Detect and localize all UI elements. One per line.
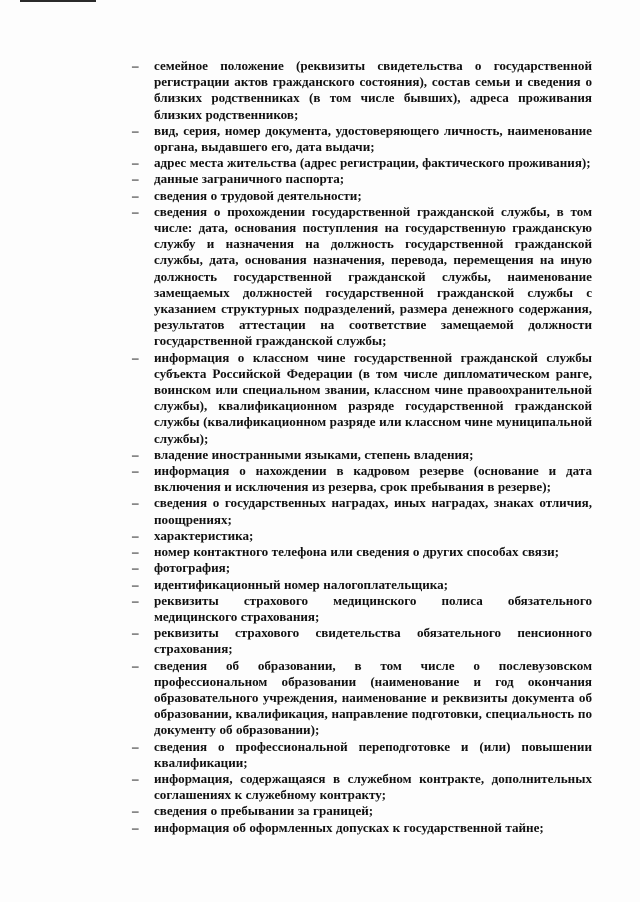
personal-data-list xyxy=(132,58,592,836)
dash-marker: – xyxy=(132,463,139,479)
list-item xyxy=(132,204,592,350)
list-item-text: сведения о профессиональной переподготовке и (или) повышении квалификации; xyxy=(154,738,592,770)
top-edge-line xyxy=(20,0,96,2)
dash-marker: – xyxy=(132,171,139,187)
list-item-text: фотография; xyxy=(154,560,231,576)
list-item-text: информация о классном чине государственной гражданской службы субъекта Российской Федерации (в том числе дипломатическом ранге, воинском или специальном звании, классном чине правоохранительной службы), квалификационном разряде государственной гражданской службы (квалификационном разряде или классном чине муниципальной службы); xyxy=(154,349,592,446)
list-item-text: сведения о трудовой деятельности; xyxy=(154,187,362,203)
dash-marker: – xyxy=(132,544,139,560)
list-item-text: информация о нахождении в кадровом резерве (основание и дата включения и исключения из резерва, срок пребывания в резерве); xyxy=(154,463,592,495)
dash-marker: – xyxy=(132,625,139,641)
dash-marker: – xyxy=(132,349,139,365)
list-item xyxy=(132,820,592,836)
dash-marker: – xyxy=(132,58,139,73)
dash-marker: – xyxy=(132,560,139,576)
dash-marker: – xyxy=(132,155,139,171)
list-item xyxy=(132,188,592,204)
dash-marker: – xyxy=(132,738,139,754)
list-item-text: реквизиты страхового свидетельства обязательного пенсионного страхования; xyxy=(154,625,592,657)
list-item xyxy=(132,593,592,625)
list-item xyxy=(132,463,592,495)
list-item-text: данные заграничного паспорта; xyxy=(154,171,345,187)
dash-marker: – xyxy=(132,770,139,786)
dash-marker: – xyxy=(132,203,139,219)
dash-marker: – xyxy=(132,819,139,835)
list-item-text: сведения об образовании, в том числе о послевузовском профессиональном образовании (наименование и год окончания образовательного учреждения, наименование и реквизиты документа об образовании, квалификация, направление подготовки, специальность по документу об образовании); xyxy=(154,657,592,738)
list-item xyxy=(132,625,592,657)
list-item-text: владение иностранными языками, степень владения; xyxy=(154,446,474,462)
list-item xyxy=(132,544,592,560)
list-item xyxy=(132,171,592,187)
list-item-text: информация об оформленных допусках к государственной тайне; xyxy=(154,819,544,835)
list-item xyxy=(132,447,592,463)
list-item-text: характеристика; xyxy=(154,527,254,543)
list-item xyxy=(132,123,592,155)
list-item-text: семейное положение (реквизиты свидетельства о государственной регистрации актов гражданского состояния), состав семьи и сведения о близких родственниках (в том числе бывших), адреса проживания близких родственников; xyxy=(154,58,592,122)
dash-marker: – xyxy=(132,592,139,608)
dash-marker: – xyxy=(132,527,139,543)
list-item xyxy=(132,803,592,819)
dash-marker: – xyxy=(132,187,139,203)
list-item-text: сведения о прохождении государственной гражданской службы, в том числе: дата, основания поступления на государственную гражданскую службу и назначения на должность государственной гражданской службы, дата, основания назначения, перевода, перемещения на иную должность государственной гражданской службы, наименование замещаемых должностей государственной гражданской службы с указанием структурных подразделений, размера денежного содержания, результатов аттестации на соответствие замещаемой должности государственной гражданской службы; xyxy=(154,203,592,349)
list-item xyxy=(132,771,592,803)
list-item xyxy=(132,739,592,771)
list-item xyxy=(132,658,592,739)
list-item xyxy=(132,577,592,593)
list-item xyxy=(132,350,592,447)
list-item-text: реквизиты страхового медицинского полиса обязательного медицинского страхования; xyxy=(154,592,592,624)
list-item-text: идентификационный номер налогоплательщика; xyxy=(154,576,449,592)
list-item xyxy=(132,155,592,171)
dash-marker: – xyxy=(132,803,139,819)
list-item-text: сведения о пребывании за границей; xyxy=(154,803,374,819)
list-item-text: вид, серия, номер документа, удостоверяющего личность, наименование органа, выдавшего его, дата выдачи; xyxy=(154,122,592,155)
dash-marker: – xyxy=(132,576,139,592)
list-item xyxy=(132,495,592,527)
list-item-text: сведения о государственных наградах, иных наградах, знаках отличия, поощрениях; xyxy=(154,495,592,527)
list-item xyxy=(132,560,592,576)
dash-marker: – xyxy=(132,657,139,673)
list-item-text: информация, содержащаяся в служебном контракте, дополнительных соглашениях к служебному контракту; xyxy=(154,770,592,803)
dash-marker: – xyxy=(132,122,139,138)
list-item xyxy=(132,58,592,123)
list-item-text: адрес места жительства (адрес регистрации, фактического проживания); xyxy=(154,155,591,171)
list-item-text: номер контактного телефона или сведения о других способах связи; xyxy=(154,544,560,560)
dash-marker: – xyxy=(132,495,139,511)
list-item xyxy=(132,528,592,544)
dash-marker: – xyxy=(132,446,139,462)
